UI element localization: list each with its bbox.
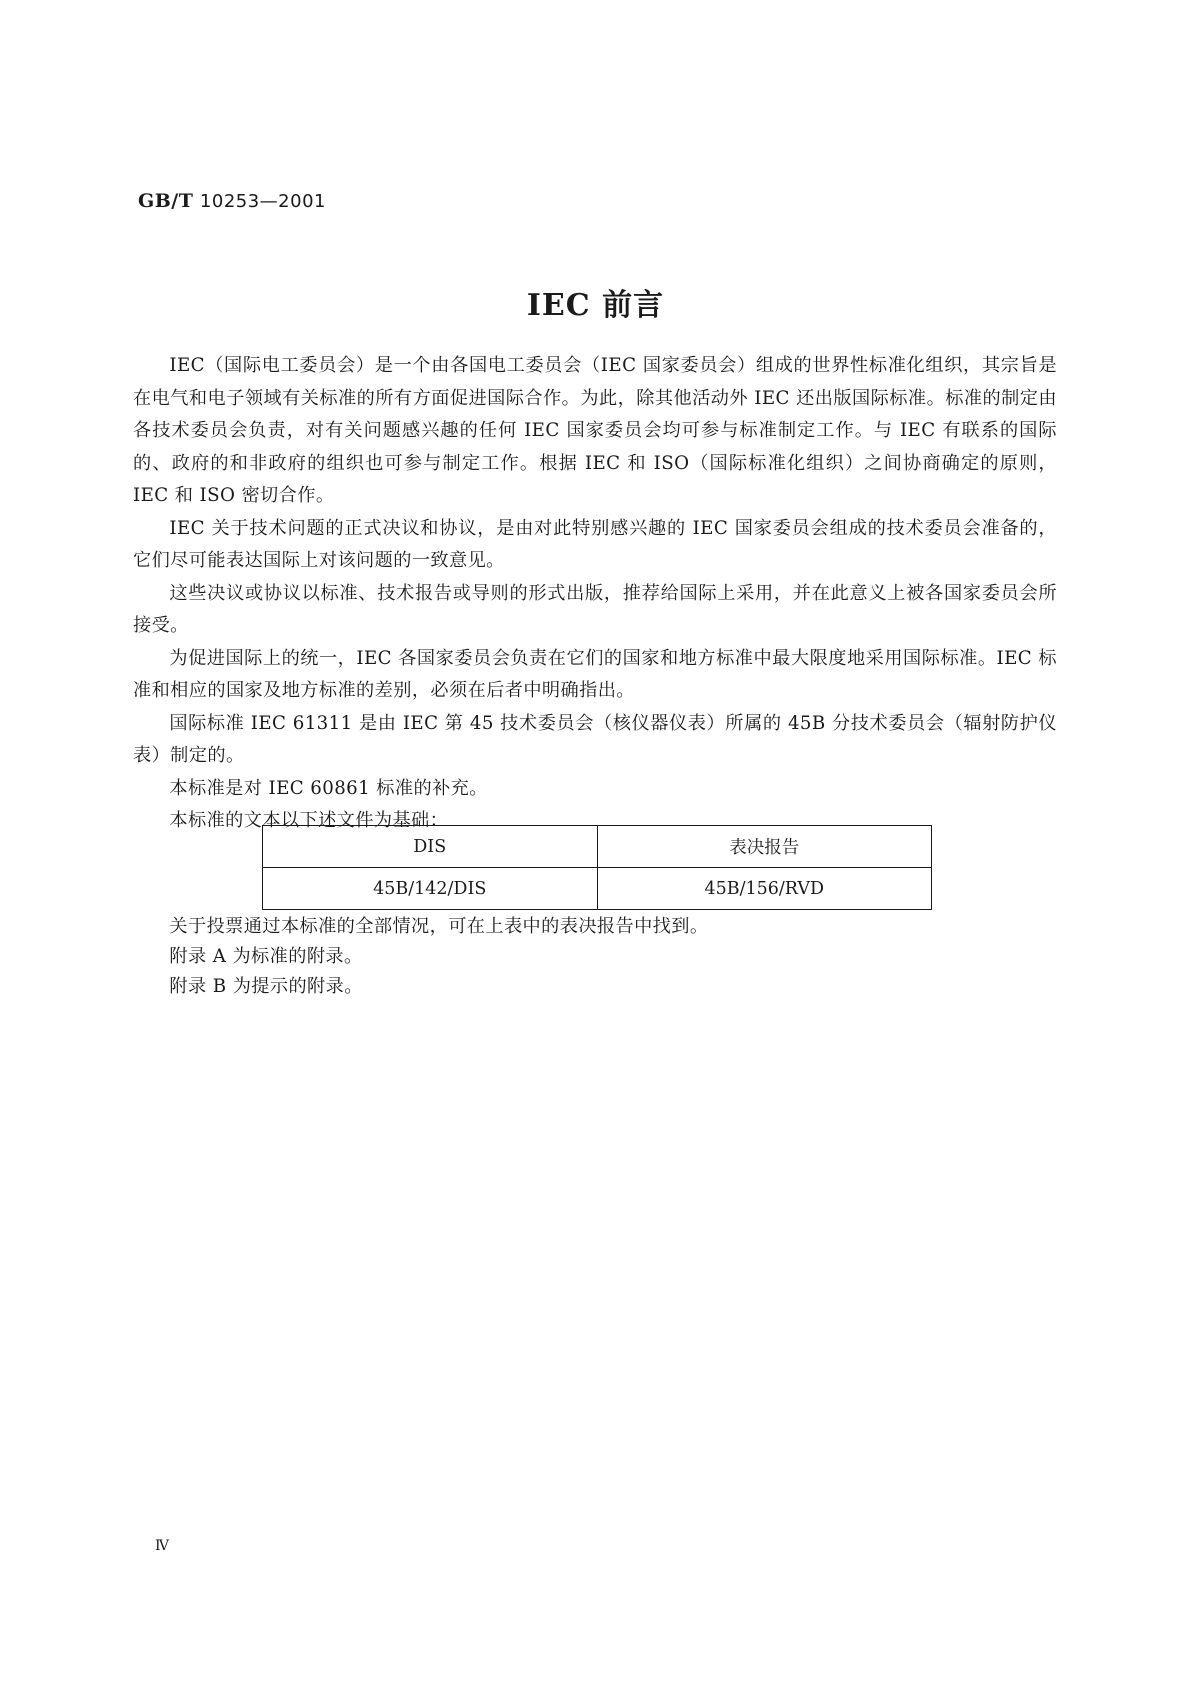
closing-notes	[133, 912, 1057, 1002]
standard-code: GB/T	[138, 190, 194, 212]
paragraph: 这些决议或协议以标准、技术报告或导则的形式出版，推荐给国际上采用，并在此意义上被各国家委员会所接受。	[133, 582, 1057, 636]
paragraph: 本标准的文本以下述文件为基础：	[169, 810, 449, 831]
note-line: 附录 B 为提示的附录。	[169, 976, 363, 997]
paragraph: 为促进国际上的统一，IEC 各国家委员会负责在它们的国家和地方标准中最大限度地采用国际标准。IEC 标准和相应的国家及地方标准的差别，必须在后者中明确指出。	[133, 647, 1057, 701]
table-header-cell: DIS	[263, 826, 598, 868]
paragraph: 国际标准 IEC 61311 是由 IEC 第 45 技术委员会（核仪器仪表）所属的 45B 分技术委员会（辐射防护仪表）制定的。	[133, 712, 1057, 766]
page-number: Ⅳ	[155, 1538, 169, 1554]
paragraph: IEC（国际电工委员会）是一个由各国电工委员会（IEC 国家委员会）组成的世界性标准化组织，其宗旨是在电气和电子领域有关标准的所有方面促进国际合作。为此，除其他活动外 IEC 还出版国际标准。标准的制定由各技术委员会负责，对有关问题感兴趣的任何 IEC 国家委员会均可参与标准制定工作。与 IEC 有联系的国际的、政府的和非政府的组织也可参与制定工作。根据 IEC 和 ISO（国际标准化组织）之间协商确定的原则，IEC 和 ISO 密切合作。	[133, 355, 1057, 506]
basis-documents-table	[262, 825, 932, 910]
table-header-cell: 表决报告	[597, 826, 932, 868]
page-title: IEC 前言	[526, 288, 665, 323]
document-header	[138, 190, 326, 212]
standard-number: 10253—2001	[199, 191, 326, 212]
note-line: 关于投票通过本标准的全部情况，可在上表中的表决报告中找到。	[169, 916, 709, 937]
table-cell: 45B/142/DIS	[263, 868, 598, 910]
table-row	[263, 868, 932, 910]
foreword-body	[133, 350, 1057, 838]
table-cell: 45B/156/RVD	[597, 868, 932, 910]
table-header-row	[263, 826, 932, 868]
paragraph: 本标准是对 IEC 60861 标准的补充。	[169, 777, 488, 799]
note-line: 附录 A 为标准的附录。	[169, 946, 363, 967]
paragraph: IEC 关于技术问题的正式决议和协议，是由对此特别感兴趣的 IEC 国家委员会组成的技术委员会准备的，它们尽可能表达国际上对该问题的一致意见。	[133, 517, 1057, 571]
